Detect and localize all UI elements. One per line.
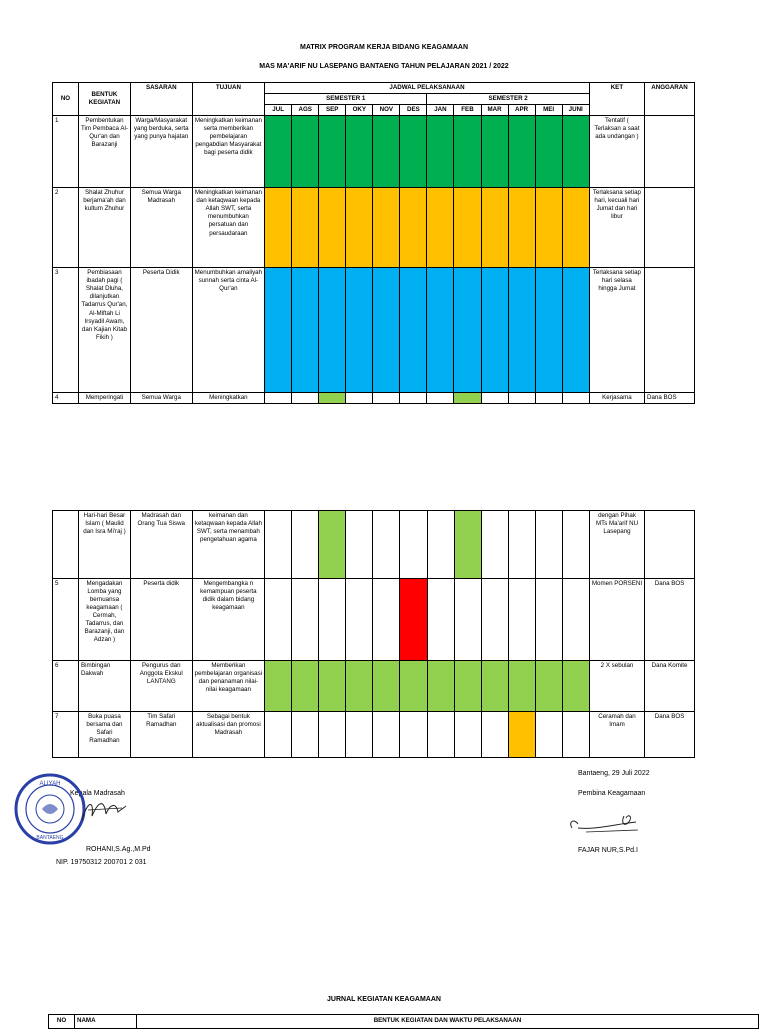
schedule-cell-ags	[292, 268, 319, 393]
schedule-cell-des	[400, 579, 427, 661]
header-month-jul: JUL	[265, 105, 292, 116]
row-bentuk: Mengadakan Lomba yang bernuansa keagamaan ( Cermah, Tadarrus, dan Barazanji, dan Adzan )	[78, 579, 130, 661]
right-signatory-title: Pembina Keagamaan	[578, 790, 646, 797]
row-no: 2	[53, 188, 79, 268]
schedule-cell-mei	[535, 511, 562, 579]
schedule-cell-mar	[481, 579, 508, 661]
row-bentuk: Pembentukan Tim Pembaca Al-Qur'an dan Barazanji	[78, 116, 130, 188]
row-sasaran: Madrasah dan Orang Tua Siswa	[130, 511, 192, 579]
schedule-cell-feb	[454, 579, 481, 661]
schedule-cell-jan	[427, 661, 454, 712]
row-no: 6	[53, 661, 79, 712]
row-no: 1	[53, 116, 79, 188]
schedule-cell-sep	[319, 188, 346, 268]
header-month-mar: MAR	[481, 105, 508, 116]
schedule-cell-jul	[265, 511, 292, 579]
schedule-cell-juni	[562, 511, 589, 579]
schedule-cell-sep	[319, 511, 346, 579]
header-month-ags: AGS	[292, 105, 319, 116]
schedule-cell-jul	[265, 661, 292, 712]
row-tujuan: Meningkatkan keimanan dan ketaqwaan kepada Allah SWT, serta menumbuhkan persatuan dan persaudaraan	[192, 188, 265, 268]
header-no: NO	[53, 83, 79, 116]
schedule-cell-feb	[454, 511, 481, 579]
schedule-cell-jul	[265, 393, 292, 404]
row-no	[53, 511, 79, 579]
schedule-cell-ags	[292, 579, 319, 661]
schedule-cell-sep	[319, 268, 346, 393]
header-month-sep: SEP	[319, 105, 346, 116]
journal-table	[48, 1014, 759, 1029]
header-month-apr: APR	[508, 105, 535, 116]
schedule-cell-mei	[535, 188, 562, 268]
schedule-cell-sep	[319, 661, 346, 712]
journal-header-no: NO	[49, 1015, 75, 1029]
header-jadwal: JADWAL PELAKSANAAN	[265, 83, 590, 94]
schedule-cell-sep	[319, 579, 346, 661]
row-no: 5	[53, 579, 79, 661]
schedule-cell-nov	[373, 661, 400, 712]
schedule-cell-oky	[346, 579, 373, 661]
row-ket: 2 X sebulan	[589, 661, 644, 712]
schedule-cell-oky	[346, 661, 373, 712]
row-bentuk: Buka puasa bersama dan Safari Ramadhan	[78, 712, 130, 758]
header-semester-1: SEMESTER 1	[265, 94, 427, 105]
schedule-cell-mar	[481, 712, 508, 758]
row-sasaran: Warga/Masyarakat yang berduka, serta yang punya hajatan	[130, 116, 192, 188]
schedule-cell-des	[400, 511, 427, 579]
schedule-cell-jan	[427, 116, 454, 188]
header-ket: KET	[589, 83, 644, 116]
svg-text:BANTAENG: BANTAENG	[36, 835, 64, 841]
schedule-cell-mar	[481, 393, 508, 404]
row-anggaran	[645, 116, 695, 188]
header-semester-2: SEMESTER 2	[427, 94, 589, 105]
table-row	[53, 188, 695, 268]
schedule-cell-des	[400, 188, 427, 268]
schedule-cell-apr	[508, 511, 535, 579]
row-anggaran	[645, 268, 695, 393]
row-anggaran: Dana Komite	[645, 661, 695, 712]
row-sasaran: Tim Safari Ramadhan	[130, 712, 192, 758]
schedule-cell-des	[400, 712, 427, 758]
document-subtitle: MAS MA'ARIF NU LASEPANG BANTAENG TAHUN PELAJARAN 2021 / 2022	[259, 63, 509, 70]
schedule-cell-sep	[319, 393, 346, 404]
schedule-cell-ags	[292, 661, 319, 712]
header-month-oky: OKY	[346, 105, 373, 116]
row-bentuk: Shalat Zhuhur berjama'ah dan kultum Zhuhur	[78, 188, 130, 268]
program-matrix-table-continued	[52, 510, 695, 758]
row-anggaran	[645, 511, 695, 579]
schedule-cell-jan	[427, 712, 454, 758]
row-no: 3	[53, 268, 79, 393]
schedule-cell-mei	[535, 393, 562, 404]
schedule-cell-apr	[508, 188, 535, 268]
schedule-cell-jan	[427, 393, 454, 404]
schedule-cell-jan	[427, 511, 454, 579]
row-ket: Ceramah dan Imam	[589, 712, 644, 758]
schedule-cell-apr	[508, 579, 535, 661]
schedule-cell-ags	[292, 393, 319, 404]
schedule-cell-mar	[481, 661, 508, 712]
table-row	[53, 661, 695, 712]
schedule-cell-jan	[427, 188, 454, 268]
journal-title: JURNAL KEGIATAN KEAGAMAAN	[327, 996, 441, 1003]
schedule-cell-juni	[562, 268, 589, 393]
schedule-cell-jan	[427, 579, 454, 661]
program-matrix-table	[52, 82, 695, 404]
row-sasaran: Semua Warga	[130, 393, 192, 404]
schedule-cell-jul	[265, 116, 292, 188]
header-anggaran: ANGGARAN	[645, 83, 695, 116]
table-row	[53, 511, 695, 579]
row-bentuk: Pembiasaan ibadah pagi ( Shalat Dluha, dilanjutkan Tadarrus Qur'an, Al-Miftah Li Irsyadil Awam, dan Kajian Kitab Fikih )	[78, 268, 130, 393]
table-row	[53, 268, 695, 393]
row-ket: Tentatif ( Terlaksan a saat ada undangan )	[589, 116, 644, 188]
left-signature	[78, 792, 130, 828]
schedule-cell-juni	[562, 712, 589, 758]
schedule-cell-nov	[373, 393, 400, 404]
row-bentuk: Hari-hari Besar Islam ( Maulid dan Isra Mi'raj )	[78, 511, 130, 579]
schedule-cell-jan	[427, 268, 454, 393]
table-row	[53, 116, 695, 188]
journal-header-nama: NAMA	[75, 1015, 137, 1029]
document-title: MATRIX PROGRAM KERJA BIDANG KEAGAMAAN	[300, 44, 468, 51]
schedule-cell-oky	[346, 188, 373, 268]
row-no: 4	[53, 393, 79, 404]
schedule-cell-apr	[508, 712, 535, 758]
header-month-mei: MEI	[535, 105, 562, 116]
schedule-cell-feb	[454, 188, 481, 268]
schedule-cell-des	[400, 661, 427, 712]
schedule-cell-nov	[373, 268, 400, 393]
schedule-cell-nov	[373, 116, 400, 188]
row-anggaran: Dana BOS	[645, 712, 695, 758]
schedule-cell-feb	[454, 661, 481, 712]
schedule-cell-sep	[319, 712, 346, 758]
schedule-cell-oky	[346, 712, 373, 758]
schedule-cell-mar	[481, 511, 508, 579]
schedule-cell-jul	[265, 712, 292, 758]
schedule-cell-apr	[508, 661, 535, 712]
left-signatory-name: ROHANI,S.Ag.,M.Pd	[86, 846, 151, 853]
schedule-cell-feb	[454, 116, 481, 188]
schedule-cell-mar	[481, 188, 508, 268]
row-no: 7	[53, 712, 79, 758]
schedule-cell-apr	[508, 268, 535, 393]
header-bentuk: BENTUK KEGIATAN	[78, 83, 130, 116]
header-month-des: DES	[400, 105, 427, 116]
schedule-cell-des	[400, 393, 427, 404]
schedule-cell-nov	[373, 511, 400, 579]
schedule-cell-oky	[346, 268, 373, 393]
left-signatory-nip: NIP. 19750312 200701 2 031	[56, 859, 147, 866]
row-bentuk: Memperingati	[78, 393, 130, 404]
schedule-cell-mei	[535, 661, 562, 712]
header-sasaran: SASARAN	[130, 83, 192, 116]
row-tujuan: Sebagai bentuk aktualisasi dan promosi Madrasah	[192, 712, 265, 758]
schedule-cell-mar	[481, 116, 508, 188]
right-signatory-name: FAJAR NUR,S.Pd.I	[578, 847, 638, 854]
schedule-cell-apr	[508, 116, 535, 188]
schedule-cell-ags	[292, 712, 319, 758]
header-month-nov: NOV	[373, 105, 400, 116]
schedule-cell-jul	[265, 268, 292, 393]
schedule-cell-feb	[454, 268, 481, 393]
row-anggaran: Dana BOS	[645, 579, 695, 661]
schedule-cell-juni	[562, 579, 589, 661]
schedule-cell-mei	[535, 268, 562, 393]
row-tujuan: Mengembangka n kemampuan peserta didik dalam bidang keagamaan	[192, 579, 265, 661]
schedule-cell-nov	[373, 188, 400, 268]
schedule-cell-des	[400, 268, 427, 393]
place-date: Bantaeng, 29 Juli 2022	[578, 770, 650, 777]
row-tujuan: keimanan dan ketaqwaan kepada Allah SWT, serta menambah pengetahuan agama	[192, 511, 265, 579]
schedule-cell-oky	[346, 511, 373, 579]
row-anggaran	[645, 188, 695, 268]
schedule-cell-jul	[265, 188, 292, 268]
row-sasaran: Peserta didik	[130, 579, 192, 661]
schedule-cell-mar	[481, 268, 508, 393]
madrasah-stamp-seal	[14, 773, 86, 845]
schedule-cell-juni	[562, 116, 589, 188]
schedule-cell-jul	[265, 579, 292, 661]
schedule-cell-oky	[346, 393, 373, 404]
row-tujuan: Meningkatkan keimanan serta memberikan pembelajaran pengabdian Masyarakat bagi peserta didik	[192, 116, 265, 188]
row-ket: Terlaksana setiap hari selasa hingga Jumat	[589, 268, 644, 393]
table-row	[53, 579, 695, 661]
journal-header-bentuk: BENTUK KEGIATAN DAN WAKTU PELAKSANAAN	[137, 1015, 759, 1029]
schedule-cell-feb	[454, 712, 481, 758]
table-row	[53, 712, 695, 758]
schedule-cell-feb	[454, 393, 481, 404]
row-sasaran: Semua Warga Madrasah	[130, 188, 192, 268]
row-anggaran: Dana BOS	[645, 393, 695, 404]
schedule-cell-nov	[373, 712, 400, 758]
row-ket: Kerjasama	[589, 393, 644, 404]
right-signature	[566, 810, 646, 838]
header-tujuan: TUJUAN	[192, 83, 265, 116]
schedule-cell-nov	[373, 579, 400, 661]
schedule-cell-juni	[562, 661, 589, 712]
row-ket: dengan Pihak MTs Ma'arif NU Lasepang	[589, 511, 644, 579]
schedule-cell-mei	[535, 116, 562, 188]
schedule-cell-apr	[508, 393, 535, 404]
schedule-cell-ags	[292, 188, 319, 268]
header-month-jan: JAN	[427, 105, 454, 116]
row-ket: Terlaksana setiap hari, kecuali hari Jumat dan hari libur	[589, 188, 644, 268]
row-tujuan: Memberikan pembelajaran organisasi dan penanaman nilai-nilai keagamaan	[192, 661, 265, 712]
schedule-cell-ags	[292, 511, 319, 579]
schedule-cell-des	[400, 116, 427, 188]
schedule-cell-oky	[346, 116, 373, 188]
row-tujuan: Meningkatkan	[192, 393, 265, 404]
svg-text:ALIYAH: ALIYAH	[39, 781, 61, 787]
schedule-cell-mei	[535, 712, 562, 758]
schedule-cell-sep	[319, 116, 346, 188]
header-month-feb: FEB	[454, 105, 481, 116]
row-bentuk: Bimbingan Dakwah	[78, 661, 130, 712]
schedule-cell-juni	[562, 188, 589, 268]
schedule-cell-juni	[562, 393, 589, 404]
row-sasaran: Peserta Didik	[130, 268, 192, 393]
left-signatory-title: Kepala Madrasah	[70, 790, 125, 797]
schedule-cell-mei	[535, 579, 562, 661]
row-sasaran: Pengurus dan Anggota Ekskul LANTANG	[130, 661, 192, 712]
schedule-cell-ags	[292, 116, 319, 188]
header-month-juni: JUNI	[562, 105, 589, 116]
table-row	[53, 393, 695, 404]
row-tujuan: Menumbuhkan amaliyah sunnah serta cinta Al-Qur'an	[192, 268, 265, 393]
row-ket: Momen PORSENI	[589, 579, 644, 661]
